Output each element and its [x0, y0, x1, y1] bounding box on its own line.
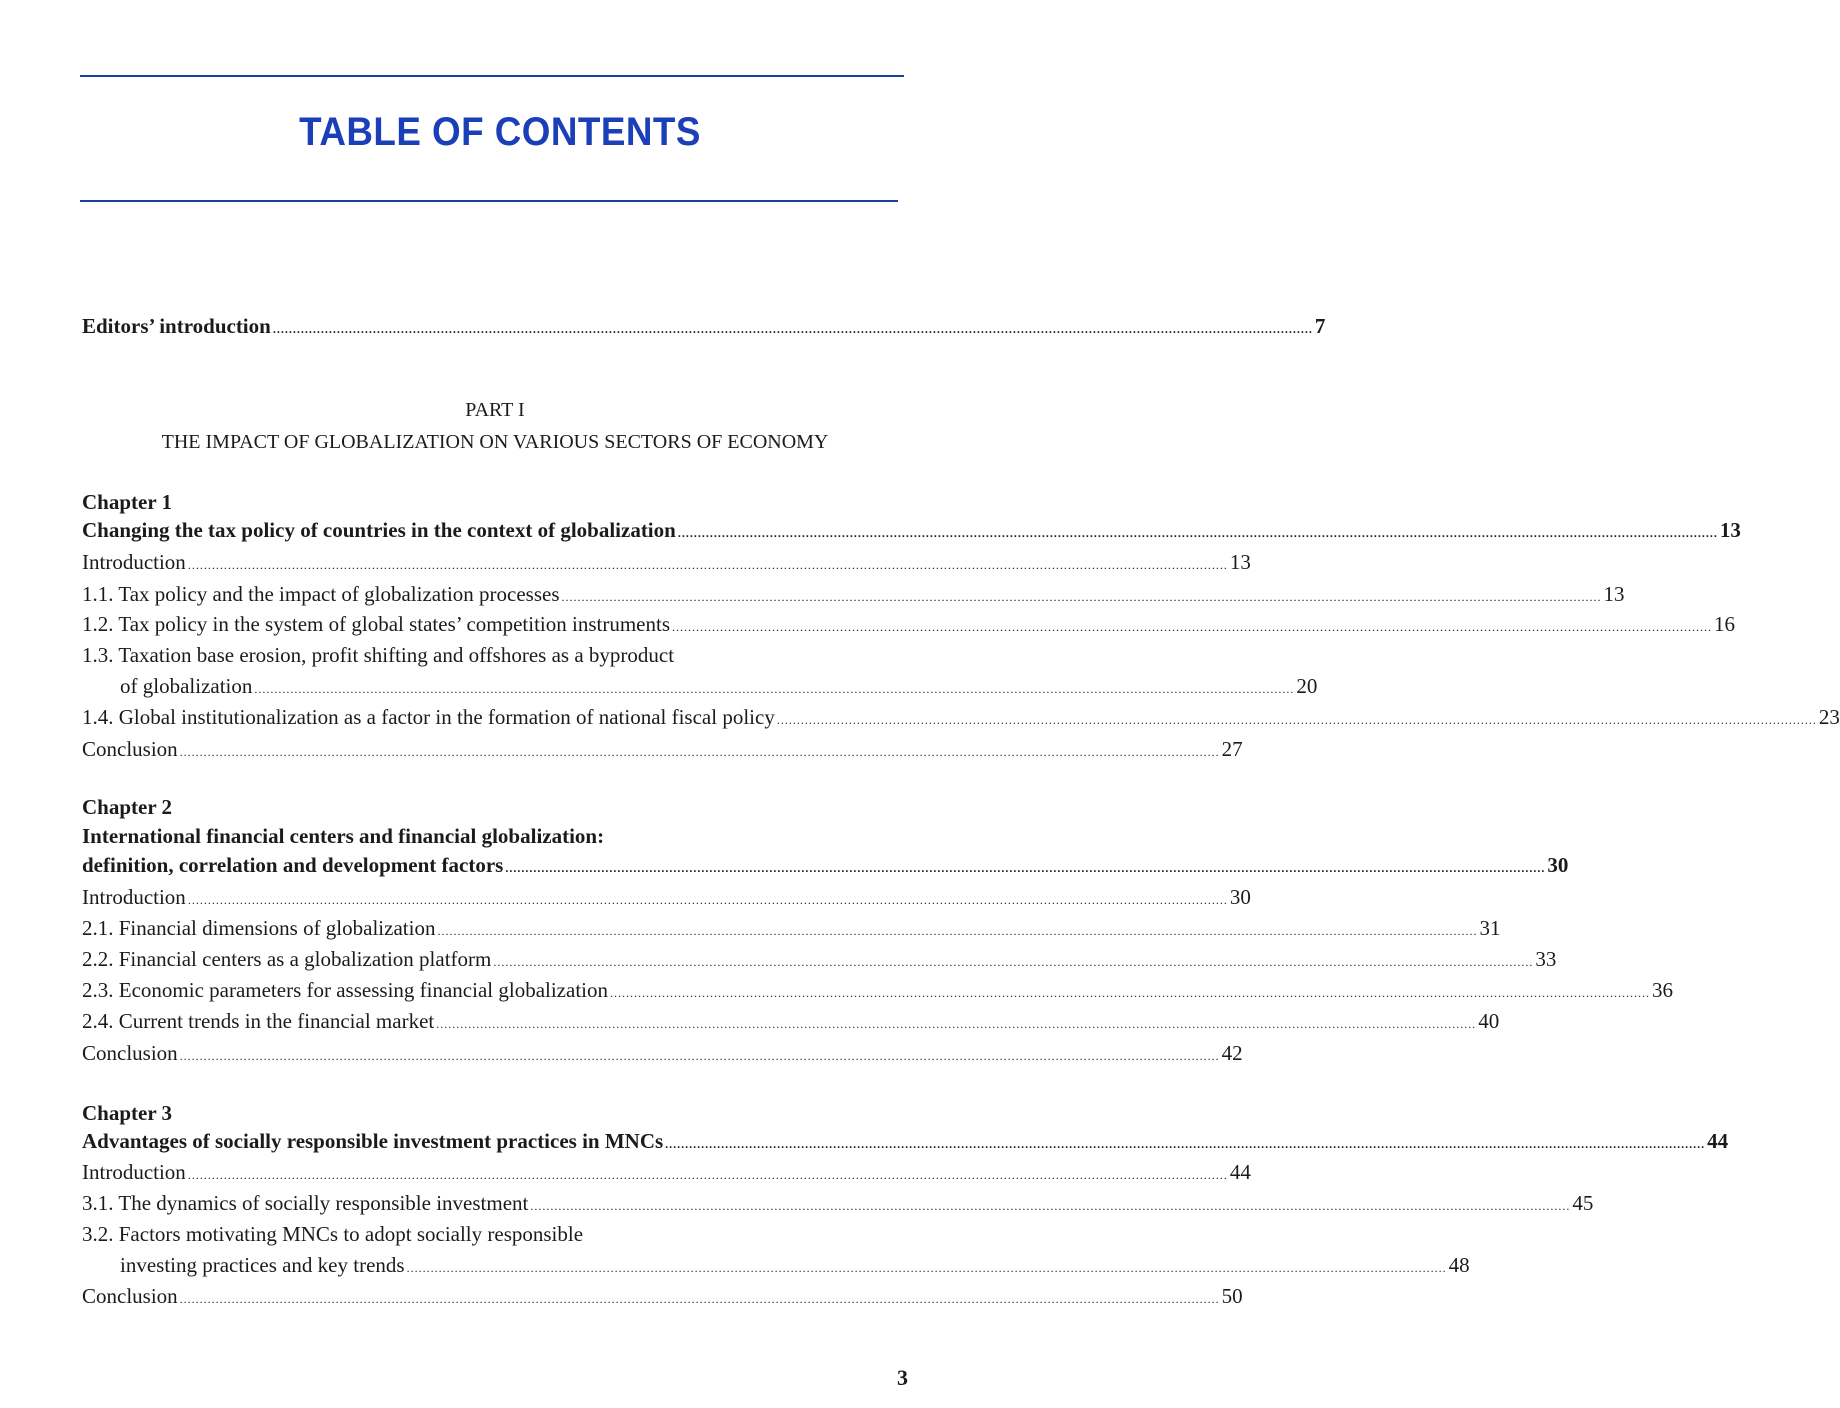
chapter-title[interactable]: definition, correlation and development factors .................................................................................................................................................................................................................................................................... 30 [82, 853, 1569, 877]
toc-entry[interactable]: Conclusion .................................................................................................................................................................................................................................................................... 27 [82, 737, 1243, 761]
toc-entry[interactable]: Introduction .................................................................................................................................................................................................................................................................... 44 [82, 1160, 1251, 1184]
toc-entry[interactable]: of globalization .................................................................................................................................................................................................................................................................... 20 [120, 674, 1318, 698]
chapter-heading: Chapter 2 [82, 795, 173, 819]
toc-entry[interactable]: 2.1. Financial dimensions of globalization .................................................................................................................................................................................................................................................................... 31 [82, 916, 1501, 940]
toc-entry-intro[interactable]: Editors’ introduction .................................................................................................................................................................................................................................................................... 7 [82, 314, 1326, 338]
toc-entry[interactable]: Conclusion .................................................................................................................................................................................................................................................................... 50 [82, 1284, 1243, 1308]
toc-entry[interactable]: 3.1. The dynamics of socially responsible investment .................................................................................................................................................................................................................................................................... 45 [82, 1191, 1594, 1215]
part-subtitle: THE IMPACT OF GLOBALIZATION ON VARIOUS SECTORS OF ECONOMY [161, 431, 829, 453]
toc-entry-first-line: 1.3. Taxation base erosion, profit shifting and offshores as a byproduct [82, 643, 675, 667]
toc-entry[interactable]: 2.2. Financial centers as a globalization platform .................................................................................................................................................................................................................................................................... 33 [82, 947, 1557, 971]
toc-entry[interactable]: 1.4. Global institutionalization as a factor in the formation of national fiscal policy .................................................................................................................................................................................................................................................................... 23 [82, 705, 1840, 729]
toc-entry[interactable]: investing practices and key trends .................................................................................................................................................................................................................................................................... 48 [120, 1253, 1470, 1277]
top-rule [80, 75, 904, 77]
toc-entry[interactable]: Introduction .................................................................................................................................................................................................................................................................... 13 [82, 550, 1251, 574]
toc-entry[interactable]: 1.1. Tax policy and the impact of globalization processes .................................................................................................................................................................................................................................................................... 13 [82, 582, 1625, 606]
toc-entry[interactable]: 1.2. Tax policy in the system of global states’ competition instruments .................................................................................................................................................................................................................................................................... 16 [82, 612, 1735, 636]
toc-entry[interactable]: Conclusion .................................................................................................................................................................................................................................................................... 42 [82, 1041, 1243, 1065]
chapter-heading: Chapter 1 [82, 490, 173, 514]
toc-entry[interactable]: 2.4. Current trends in the financial market .................................................................................................................................................................................................................................................................... 40 [82, 1009, 1500, 1033]
chapter-title-first-line: International financial centers and financial globalization: [82, 824, 605, 848]
bottom-rule [80, 200, 898, 202]
chapter-title[interactable]: Advantages of socially responsible investment practices in MNCs .................................................................................................................................................................................................................................................................... 44 [82, 1129, 1729, 1153]
chapter-heading: Chapter 3 [82, 1101, 173, 1125]
toc-entry[interactable]: 2.3. Economic parameters for assessing financial globalization .................................................................................................................................................................................................................................................................... 36 [82, 978, 1673, 1002]
toc-entry[interactable]: Introduction .................................................................................................................................................................................................................................................................... 30 [82, 885, 1251, 909]
page-number: 3 [897, 1365, 908, 1390]
page-title: TABLE OF CONTENTS [299, 110, 701, 154]
chapter-title[interactable]: Changing the tax policy of countries in the context of globalization .................................................................................................................................................................................................................................................................... 13 [82, 518, 1741, 542]
toc-entry-first-line: 3.2. Factors motivating MNCs to adopt socially responsible [82, 1222, 584, 1246]
part-number: PART I [465, 399, 525, 421]
